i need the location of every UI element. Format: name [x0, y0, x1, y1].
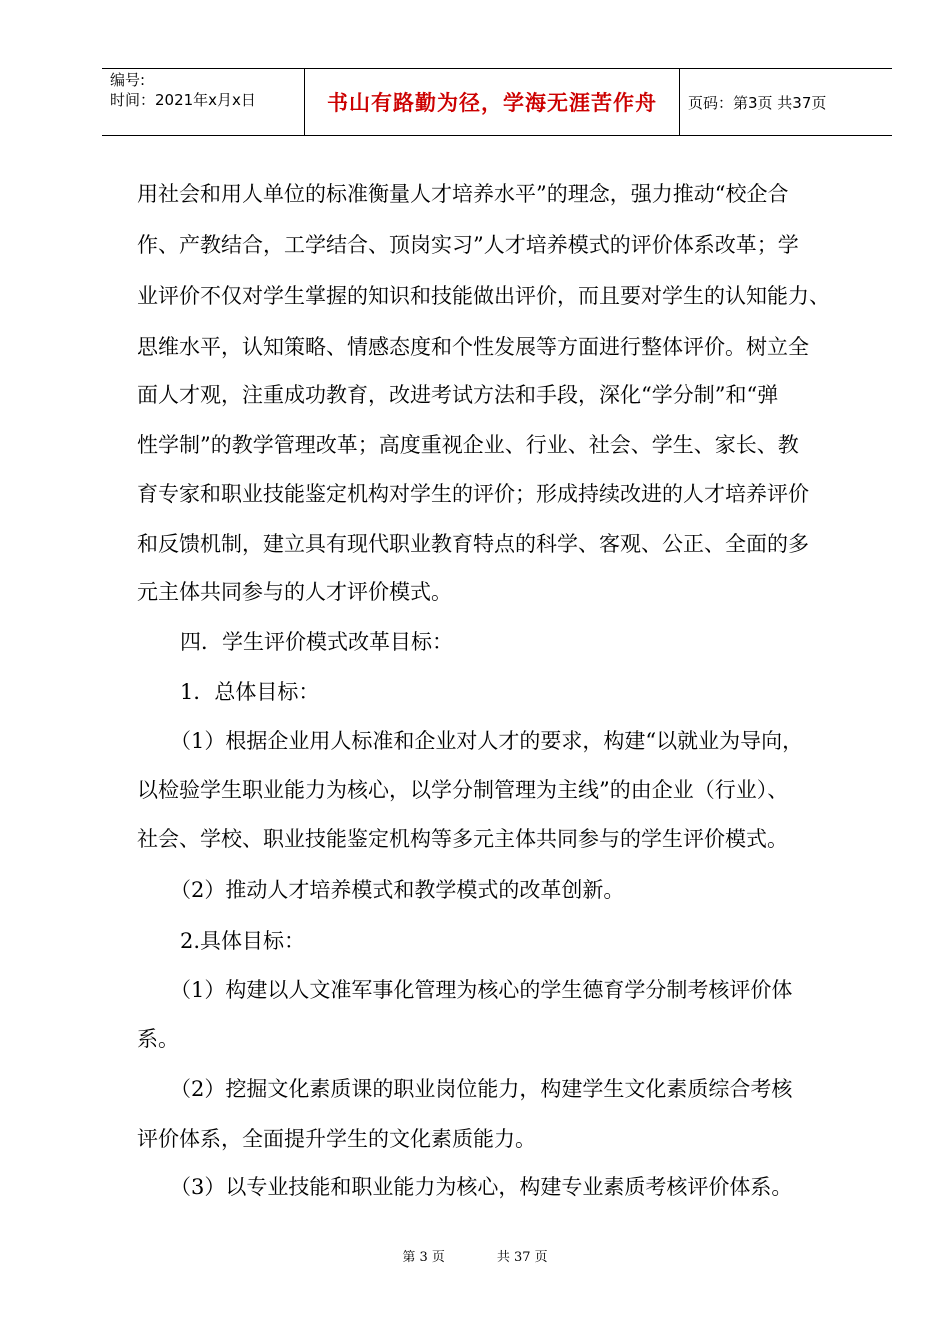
- section-heading: 四．学生评价模式改革目标：: [180, 630, 453, 654]
- body-line: 用社会和用人单位的标准衡量人才培养水平”的理念，强力推动“校企合: [137, 182, 789, 206]
- subsection-heading: 1．总体目标：: [180, 680, 320, 704]
- body-line: 评价体系，全面提升学生的文化素质能力。: [137, 1127, 536, 1151]
- body-line: 和反馈机制，建立具有现代职业教育特点的科学、客观、公正、全面的多: [137, 532, 809, 556]
- body-line: 作、产教结合，工学结合、顶岗实习”人才培养模式的评价体系改革；学: [137, 233, 799, 257]
- body-line: （2）推动人才培养模式和教学模式的改革创新。: [170, 878, 625, 902]
- document-time-label: 时间：2021年x月x日: [110, 91, 256, 109]
- footer-page-total: 共 37 页: [496, 1250, 548, 1265]
- header-motto-cell: [304, 69, 680, 135]
- header-page-info: 页码：第3页 共37页: [688, 93, 827, 112]
- body-line: （1）构建以人文准军事化管理为核心的学生德育学分制考核评价体: [170, 978, 793, 1002]
- subsection-heading: 2.具体目标：: [180, 929, 306, 953]
- document-number-label: 编号:: [110, 71, 146, 89]
- header-motto: 书山有路勤为径，学海无涯苦作舟: [327, 91, 657, 115]
- body-line: （3）以专业技能和职业能力为核心，构建专业素质考核评价体系。: [170, 1175, 793, 1199]
- body-line: （1）根据企业用人标准和企业对人才的要求，构建“以就业为导向，: [170, 729, 804, 753]
- header-meta-cell: [102, 69, 304, 135]
- body-line: 系。: [137, 1027, 179, 1051]
- body-line: 育专家和职业技能鉴定机构对学生的评价；形成持续改进的人才培养评价: [137, 482, 809, 506]
- body-line: 元主体共同参与的人才评价模式。: [137, 580, 452, 604]
- page-header: [102, 68, 892, 136]
- body-line: （2）挖掘文化素质课的职业岗位能力，构建学生文化素质综合考核: [170, 1077, 793, 1101]
- body-line: 思维水平，认知策略、情感态度和个性发展等方面进行整体评价。树立全: [137, 335, 809, 359]
- body-line: 业评价不仅对学生掌握的知识和技能做出评价，而且要对学生的认知能力、: [137, 284, 830, 308]
- body-line: 性学制”的教学管理改革；高度重视企业、行业、社会、学生、家长、教: [137, 433, 799, 457]
- header-page-cell: [680, 69, 892, 135]
- body-line: 面人才观，注重成功教育，改进考试方法和手段，深化“学分制”和“弹: [137, 383, 779, 407]
- body-line: 社会、学校、职业技能鉴定机构等多元主体共同参与的学生评价模式。: [137, 827, 788, 851]
- body-line: 以检验学生职业能力为核心，以学分制管理为主线”的由企业（行业）、: [137, 778, 789, 802]
- footer-page-number: 第 3 页: [402, 1250, 445, 1265]
- page-footer: [0, 1246, 950, 1265]
